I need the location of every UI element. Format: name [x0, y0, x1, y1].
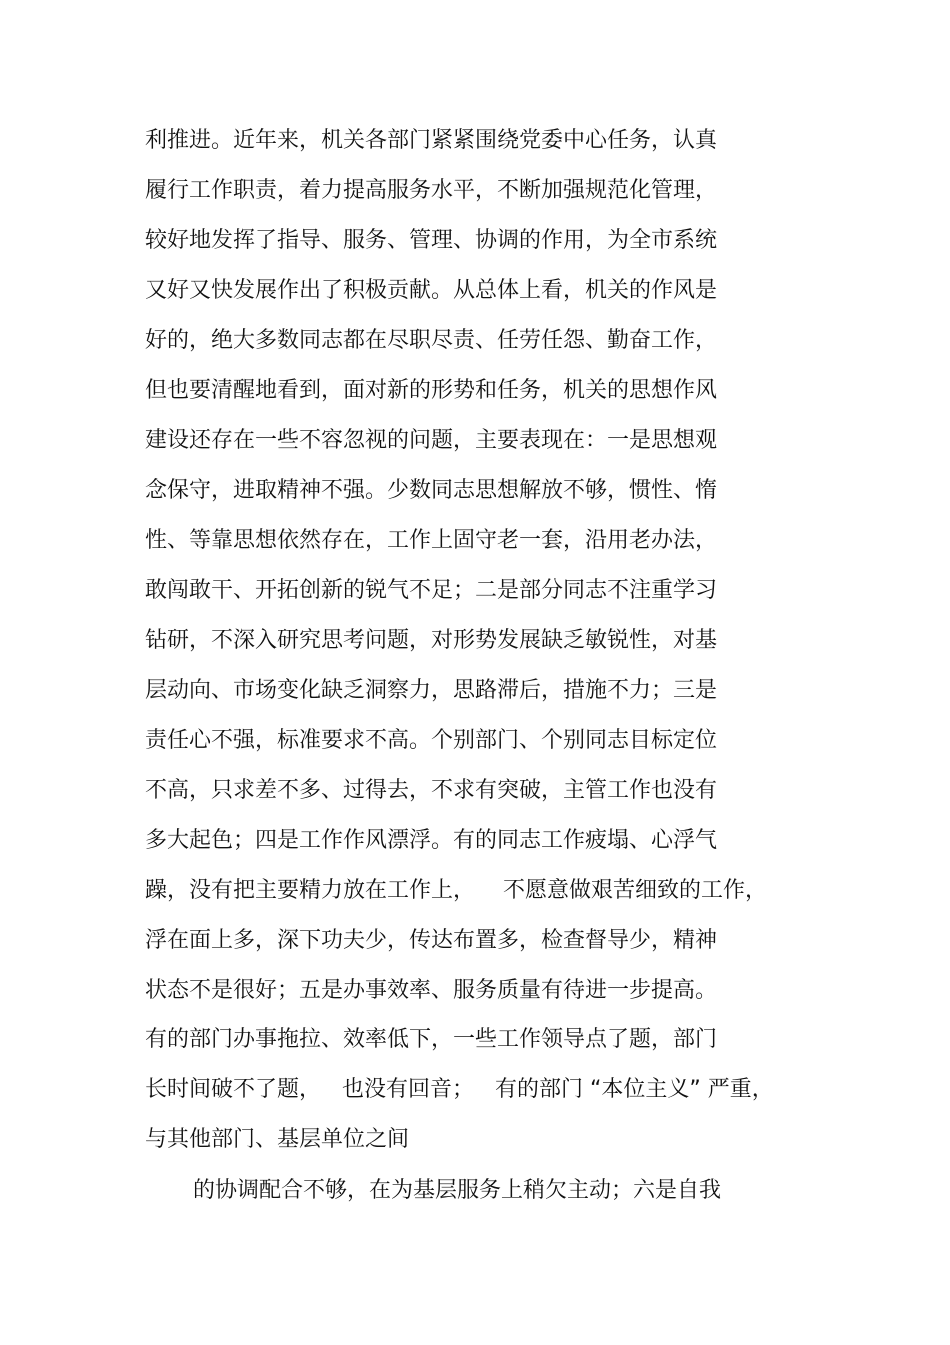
text-line: 较好地发挥了指导、服务、管理、协调的作用，为全市系统: [145, 228, 718, 253]
text-line: 建设还存在一些不容忽视的问题，主要表现在：一是思想观: [145, 428, 718, 453]
text-line: 性、等靠思想依然存在，工作上固守老一套，沿用老办法，: [145, 528, 718, 553]
text-line: 有的部门办事拖拉、效率低下，一些工作领导点了题，部门: [145, 1027, 718, 1052]
text-line: 责任心不强，标准要求不高。个别部门、个别同志目标定位: [145, 728, 718, 753]
text-line: 钻研，不深入研究思考问题，对形势发展缺乏敏锐性，对基: [145, 628, 718, 653]
text-line: 的协调配合不够，在为基层服务上稍欠主动；六是自我: [193, 1178, 722, 1203]
text-line: 浮在面上多，深下功夫少，传达布置多，检查督导少，精神: [145, 928, 718, 953]
text-line: 状态不是很好；五是办事效率、服务质量有待进一步提高。: [145, 978, 718, 1003]
text-line: 不高，只求差不多、过得去，不求有突破，主管工作也没有: [145, 778, 718, 803]
text-line: 利推进。近年来，机关各部门紧紧围绕党委中心任务，认真: [145, 128, 718, 153]
text-line: 又好又快发展作出了积极贡献。从总体上看，机关的作风是: [145, 278, 718, 303]
text-line: 履行工作职责，着力提高服务水平，不断加强规范化管理，: [145, 178, 718, 203]
text-line: 层动向、市场变化缺乏洞察力，思路滞后，措施不力；三是: [145, 678, 718, 703]
text-line: 长时间破不了题， 也没有回音； 有的部门 “本位主义” 严重，: [145, 1077, 774, 1102]
text-line: 但也要清醒地看到，面对新的形势和任务，机关的思想作风: [145, 378, 718, 403]
text-line: 念保守，进取精神不强。少数同志思想解放不够，惯性、惰: [145, 478, 718, 503]
text-line: 与其他部门、基层单位之间: [145, 1127, 410, 1152]
text-line: 好的，绝大多数同志都在尽职尽责、任劳任怨、勤奋工作，: [145, 328, 718, 353]
text-line: 多大起色；四是工作作风漂浮。有的同志工作疲塌、心浮气: [145, 828, 718, 853]
text-line: 躁，没有把主要精力放在工作上， 不愿意做艰苦细致的工作，: [145, 878, 767, 903]
text-line: 敢闯敢干、开拓创新的锐气不足；二是部分同志不注重学习: [145, 578, 718, 603]
